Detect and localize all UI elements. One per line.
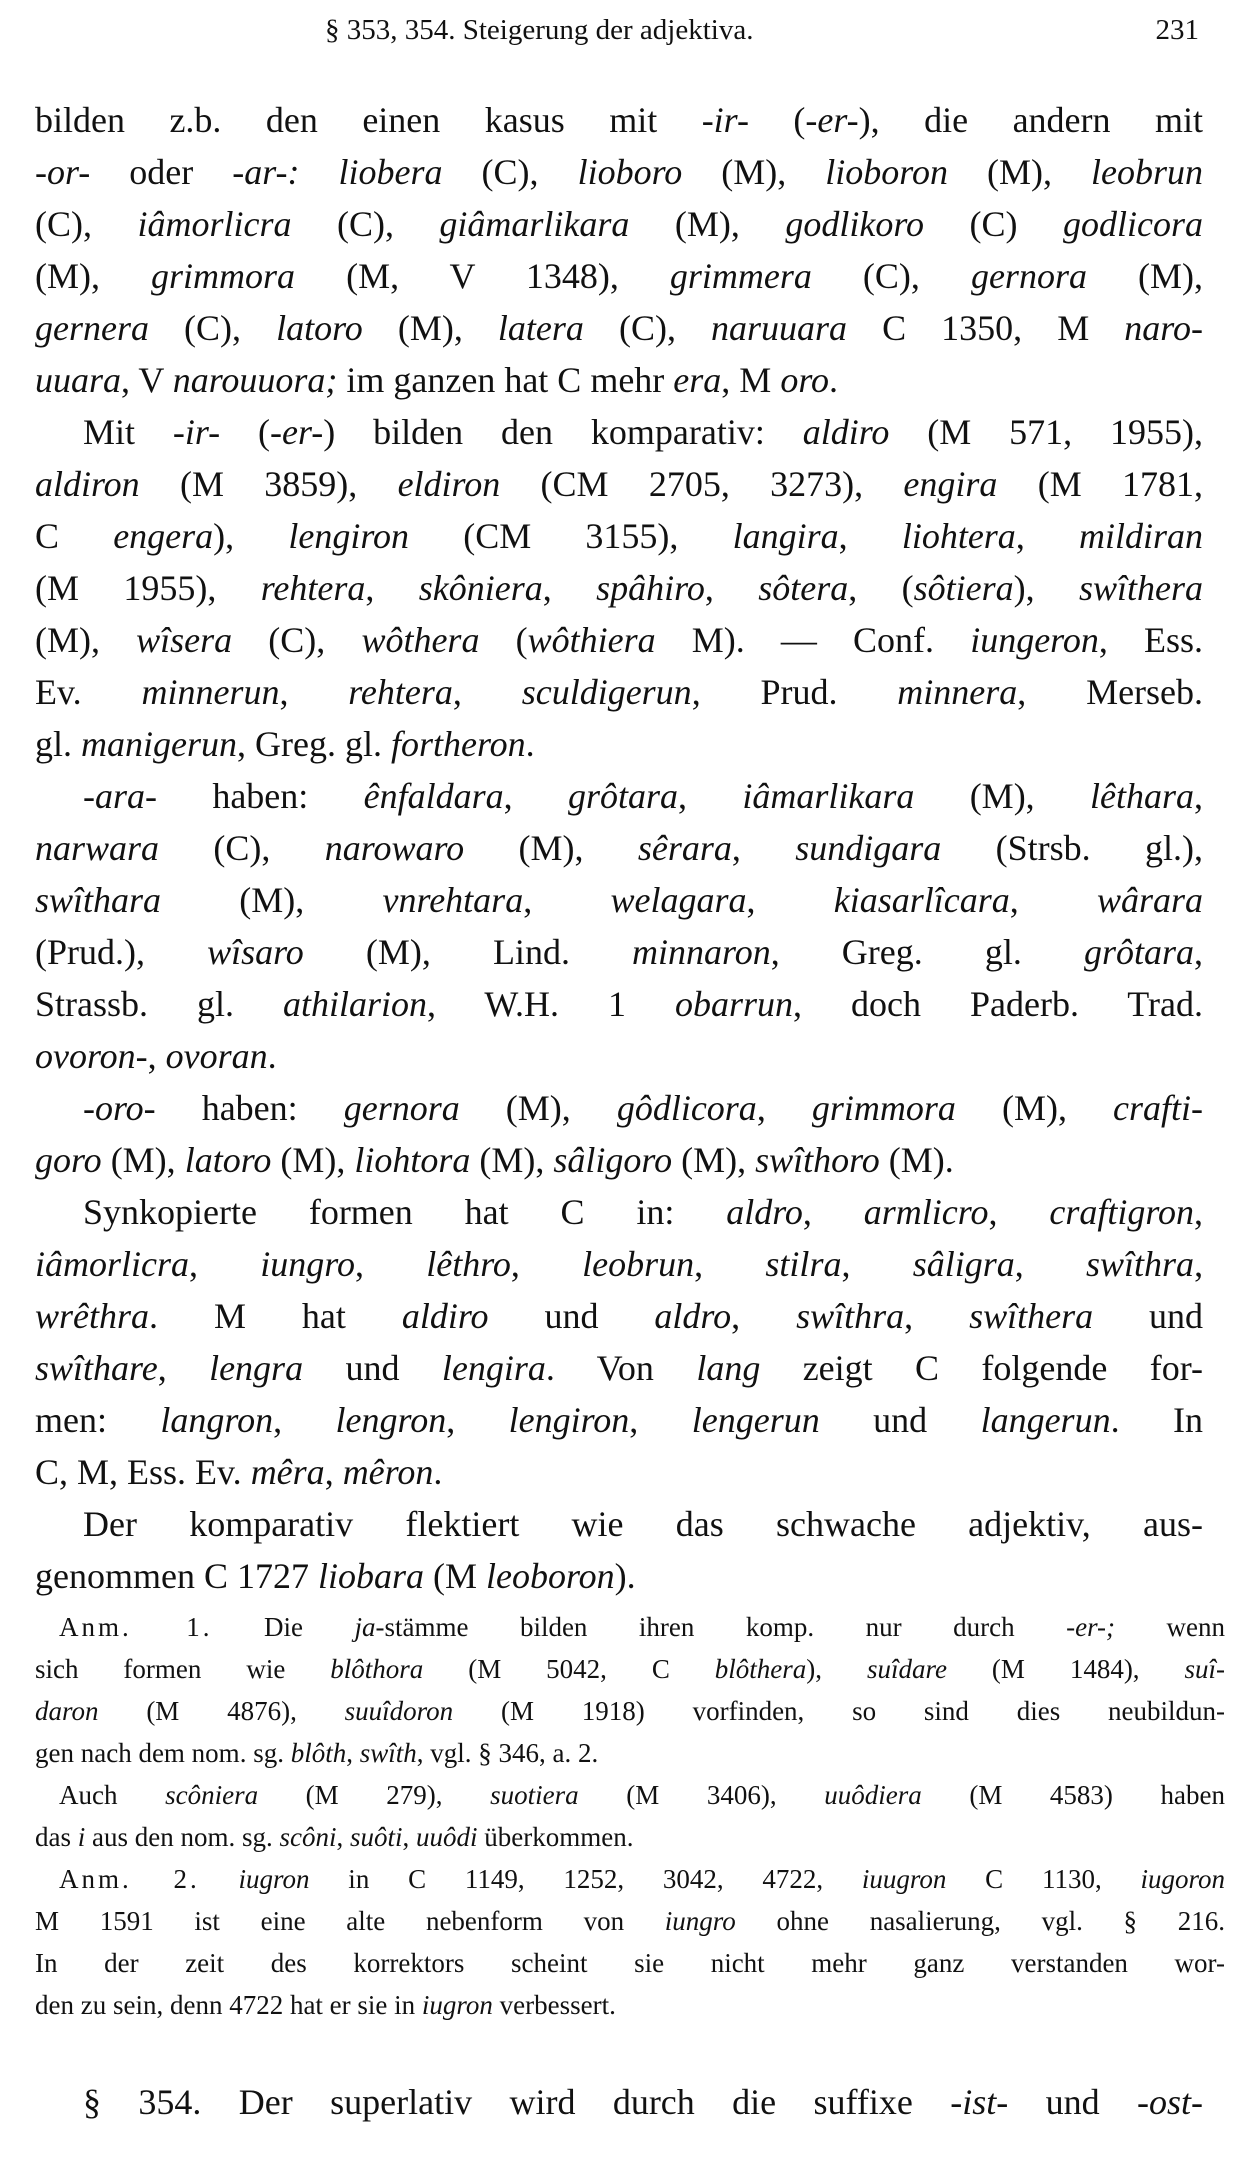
italic-term: iungro: [664, 1906, 736, 1936]
italic-term: swîthera: [969, 1296, 1094, 1336]
text-line: (M), grimmora (M, V 1348), grimmera (C), gernora (M),: [35, 256, 1203, 296]
italic-term: godlicora: [1062, 204, 1203, 244]
italic-term: iuugron: [861, 1864, 947, 1894]
text-line: Anm. 2. iugron in C 1149, 1252, 3042, 4722, iuugron C 1130, iugoron: [59, 1864, 1225, 1894]
italic-term: liobara: [317, 1556, 424, 1596]
italic-term: swîthare: [35, 1348, 158, 1388]
italic-term: gernera: [35, 308, 149, 348]
italic-term: scôni: [279, 1822, 337, 1852]
italic-term: aldiron: [35, 464, 140, 504]
italic-term: engira: [903, 464, 998, 504]
italic-term: kiasarlîcara: [833, 880, 1010, 920]
text-line: (C), iâmorlicra (C), giâmarlikara (M), godlikoro (C) godlicora: [35, 204, 1203, 244]
italic-term: blôthera: [714, 1654, 807, 1684]
italic-term: wôthiera: [527, 620, 656, 660]
italic-term: giâmarlikara: [439, 204, 630, 244]
italic-term: -ist-: [950, 2082, 1009, 2122]
text-line: goro (M), latoro (M), liohtora (M), sâligoro (M), swîthoro (M).: [35, 1140, 954, 1180]
italic-term: lengiron: [288, 516, 410, 556]
italic-term: -or-: [35, 152, 91, 192]
running-title: § 353, 354. Steigerung der adjektiva.: [325, 14, 754, 46]
italic-term: ovoron-: [35, 1036, 148, 1076]
italic-term: narowaro: [324, 828, 465, 868]
italic-term: langira: [732, 516, 839, 556]
italic-term: minnaron: [632, 932, 771, 972]
text-line: das i aus den nom. sg. scôni, suôti, uuôdi überkommen.: [35, 1822, 634, 1852]
italic-term: narwara: [35, 828, 160, 868]
italic-term: daron: [35, 1696, 99, 1726]
italic-term: latoro: [276, 308, 363, 348]
italic-term: i: [77, 1822, 86, 1852]
italic-term: suîdare: [866, 1654, 947, 1684]
italic-term: swîthra: [796, 1296, 905, 1336]
italic-term: -ara-: [83, 776, 157, 816]
italic-term: rehtera: [348, 672, 453, 712]
italic-term: gernora: [343, 1088, 460, 1128]
annotations: [35, 1606, 1225, 2026]
paragraph: [35, 1186, 1203, 1498]
italic-term: craftigron: [1049, 1192, 1195, 1232]
italic-term: era: [673, 360, 722, 400]
italic-term: -er-: [805, 100, 859, 140]
italic-term: aldro: [726, 1192, 803, 1232]
text-line: daron (M 4876), suuîdoron (M 1918) vorfinden, so sind dies neubildun-: [35, 1696, 1225, 1726]
italic-term: -ar-:: [232, 152, 300, 192]
italic-term: liobera: [338, 152, 443, 192]
italic-term: eldiron: [397, 464, 501, 504]
italic-term: rehtera: [260, 568, 366, 608]
paragraph: [35, 1082, 1203, 1186]
italic-term: grôtara: [567, 776, 678, 816]
italic-term: -ir-: [701, 100, 749, 140]
paragraph: [35, 406, 1203, 770]
italic-term: goro: [35, 1140, 102, 1180]
italic-term: leobrun: [1090, 152, 1203, 192]
italic-term: suôti: [350, 1822, 403, 1852]
italic-term: wrêthra: [35, 1296, 150, 1336]
italic-term: -ost-: [1137, 2082, 1203, 2122]
italic-term: swîthoro: [755, 1140, 880, 1180]
italic-term: iâmarlikara: [742, 776, 915, 816]
italic-term: skôniera: [418, 568, 543, 608]
paragraph: [35, 1858, 1225, 2026]
text-line: C, M, Ess. Ev. mêra, mêron.: [35, 1452, 443, 1492]
italic-term: wôthera: [361, 620, 480, 660]
italic-term: scôniera: [165, 1780, 259, 1810]
italic-term: iâmorlicra: [35, 1244, 190, 1284]
italic-term: -oro-: [83, 1088, 156, 1128]
italic-term: iugron: [238, 1864, 310, 1894]
italic-term: wârara: [1096, 880, 1203, 920]
italic-term: grôtara: [1083, 932, 1194, 972]
italic-term: iugron: [421, 1990, 493, 2020]
section-354-start: [35, 2076, 1203, 2128]
italic-term: lêthara: [1090, 776, 1195, 816]
italic-term: gernora: [970, 256, 1087, 296]
text-line: Anm. 1. Die ja-stämme bilden ihren komp. nur durch -er-; wenn: [59, 1612, 1226, 1642]
italic-term: oro: [780, 360, 829, 400]
italic-term: latera: [497, 308, 584, 348]
paragraph: [35, 94, 1203, 406]
main-text: [35, 94, 1203, 1602]
italic-term: lengra: [209, 1348, 304, 1388]
italic-term: suotiera: [490, 1780, 579, 1810]
italic-term: engera: [113, 516, 214, 556]
italic-term: iugoron: [1140, 1864, 1225, 1894]
italic-term: grimmora: [151, 256, 296, 296]
italic-term: lengiron: [508, 1400, 630, 1440]
italic-term: minnera: [897, 672, 1018, 712]
italic-term: liohtera: [901, 516, 1016, 556]
italic-term: fortheron: [390, 724, 526, 764]
text-line: bilden z.b. den einen kasus mit -ir- (-er-), die andern mit: [35, 100, 1203, 140]
text-line: wrêthra. M hat aldiro und aldro, swîthra, swîthera und: [35, 1296, 1204, 1336]
italic-term: ovoran: [165, 1036, 268, 1076]
italic-term: sculdigerun: [521, 672, 692, 712]
italic-term: lang: [696, 1348, 761, 1388]
text-line: swîthare, lengra und lengira. Von lang zeigt C folgende for-: [35, 1348, 1204, 1388]
italic-term: latoro: [184, 1140, 272, 1180]
paragraph: [35, 770, 1203, 1082]
text-line: § 354. Der superlativ wird durch die suffixe -ist- und -ost-: [83, 2082, 1203, 2122]
italic-term: sundigara: [795, 828, 942, 868]
text-line: (Prud.), wîsaro (M), Lind. minnaron, Greg. gl. grôtara,: [35, 932, 1203, 972]
text-line: -ara- haben: ênfaldara, grôtara, iâmarlikara (M), lêthara,: [83, 776, 1204, 816]
italic-term: wîsaro: [207, 932, 304, 972]
italic-term: uuôdi: [416, 1822, 478, 1852]
text-line: aldiron (M 3859), eldiron (CM 2705, 3273), engira (M 1781,: [35, 464, 1203, 504]
italic-term: swîth: [359, 1738, 417, 1768]
italic-term: swîthara: [35, 880, 162, 920]
italic-term: langron: [160, 1400, 274, 1440]
text-line: gernera (C), latoro (M), latera (C), naruuara C 1350, M naro-: [35, 308, 1203, 348]
note-label: Anm. 2.: [59, 1864, 200, 1894]
italic-term: sâligra: [912, 1244, 1015, 1284]
text-line: genommen C 1727 liobara (M leoboron).: [35, 1556, 636, 1596]
italic-term: iungro: [260, 1244, 355, 1284]
italic-term: blôthora: [330, 1654, 424, 1684]
italic-term: stilra: [765, 1244, 842, 1284]
italic-term: mildiran: [1079, 516, 1204, 556]
text-line: gen nach dem nom. sg. blôth, swîth, vgl. § 346, a. 2.: [35, 1738, 599, 1768]
text-line: (M), wîsera (C), wôthera (wôthiera M). — Conf. iungeron, Ess.: [35, 620, 1203, 660]
italic-term: aldiro: [802, 412, 890, 452]
italic-term: swîthra: [1086, 1244, 1195, 1284]
italic-term: mêron: [342, 1452, 434, 1492]
text-line: -oro- haben: gernora (M), gôdlicora, grimmora (M), crafti-: [83, 1088, 1203, 1128]
page-number: 231: [1155, 14, 1199, 46]
italic-term: manigerun: [81, 724, 238, 764]
italic-term: grimmera: [669, 256, 812, 296]
italic-term: swîthera: [1079, 568, 1204, 608]
italic-term: aldro: [654, 1296, 732, 1336]
italic-term: gôdlicora: [616, 1088, 757, 1128]
text-line: M 1591 ist eine alte nebenform von iungro ohne nasalierung, vgl. § 216.: [35, 1906, 1225, 1936]
italic-term: sêrara: [637, 828, 732, 868]
italic-term: athilarion: [282, 984, 428, 1024]
running-header: [0, 10, 1247, 50]
italic-term: iâmorlicra: [137, 204, 292, 244]
italic-term: leobrun: [582, 1244, 695, 1284]
text-line: Ev. minnerun, rehtera, sculdigerun, Prud. minnera, Merseb.: [35, 672, 1204, 712]
italic-term: sôtiera: [913, 568, 1014, 608]
italic-term: welagara: [610, 880, 747, 920]
text-line: Synkopierte formen hat C in: aldro, armlicro, craftigron,: [83, 1192, 1204, 1232]
italic-term: langerun: [980, 1400, 1111, 1440]
italic-term: aldiro: [401, 1296, 489, 1336]
italic-term: -er-: [270, 412, 324, 452]
italic-term: uuôdiera: [824, 1780, 922, 1810]
italic-term: ja: [354, 1612, 376, 1642]
text-line: -or- oder -ar-: liobera (C), lioboro (M), lioboron (M), leobrun: [35, 152, 1203, 192]
italic-term: mêra: [250, 1452, 325, 1492]
text-line: ovoron-, ovoran.: [35, 1036, 277, 1076]
italic-term: spâhiro: [596, 568, 705, 608]
italic-term: obarrun: [675, 984, 794, 1024]
text-line: narwara (C), narowaro (M), sêrara, sundigara (Strsb. gl.),: [35, 828, 1203, 868]
italic-term: godlikoro: [785, 204, 925, 244]
italic-term: iungeron: [970, 620, 1099, 660]
text-line: (M 1955), rehtera, skôniera, spâhiro, sôtera, (sôtiera), swîthera: [35, 568, 1204, 608]
text-line: Auch scôniera (M 279), suotiera (M 3406), uuôdiera (M 4583) haben: [59, 1780, 1225, 1810]
italic-term: suî-: [1184, 1654, 1225, 1684]
text-line: den zu sein, denn 4722 hat er sie in iugron verbessert.: [35, 1990, 616, 2020]
italic-term: sâligoro: [553, 1140, 673, 1180]
italic-term: vnrehtara: [382, 880, 524, 920]
italic-term: narouuora;: [172, 360, 338, 400]
paragraph: [35, 1498, 1203, 1602]
italic-term: blôth: [290, 1738, 347, 1768]
italic-term: lengerun: [691, 1400, 820, 1440]
italic-term: lêthro: [426, 1244, 511, 1284]
text-line: In der zeit des korrektors scheint sie nicht mehr ganz verstanden wor-: [35, 1948, 1225, 1978]
italic-term: ênfaldara: [363, 776, 504, 816]
text-line: Strassb. gl. athilarion, W.H. 1 obarrun, doch Paderb. Trad.: [35, 984, 1203, 1024]
paragraph: [35, 1606, 1225, 1774]
italic-term: lioboron: [825, 152, 948, 192]
text-line: men: langron, lengron, lengiron, lengerun und langerun. In: [35, 1400, 1204, 1440]
italic-term: crafti-: [1113, 1088, 1203, 1128]
text-line: sich formen wie blôthora (M 5042, C blôthera), suîdare (M 1484), suî-: [35, 1654, 1225, 1684]
italic-term: lioboro: [577, 152, 683, 192]
italic-term: armlicro: [863, 1192, 989, 1232]
italic-term: naro-: [1124, 308, 1203, 348]
text-line: Der komparativ flektiert wie das schwache adjektiv, aus-: [83, 1504, 1203, 1544]
italic-term: lengron: [335, 1400, 447, 1440]
note-label: Anm. 1.: [59, 1612, 213, 1642]
italic-term: naruuara: [711, 308, 848, 348]
text-line: C engera), lengiron (CM 3155), langira, liohtera, mildiran: [35, 516, 1204, 556]
paragraph: [35, 2076, 1203, 2128]
italic-term: sôtera: [758, 568, 849, 608]
paragraph: [35, 1774, 1225, 1858]
italic-term: liohtora: [354, 1140, 471, 1180]
italic-term: uuara: [35, 360, 122, 400]
italic-term: minnerun: [141, 672, 280, 712]
italic-term: wîsera: [136, 620, 233, 660]
italic-term: suuîdoron: [344, 1696, 454, 1726]
italic-term: leoboron: [486, 1556, 615, 1596]
text-line: uuara, V narouuora; im ganzen hat C mehr era, M oro.: [35, 360, 838, 400]
text-line: Mit -ir- (-er-) bilden den komparativ: aldiro (M 571, 1955),: [83, 412, 1203, 452]
text-line: swîthara (M), vnrehtara, welagara, kiasarlîcara, wârara: [35, 880, 1203, 920]
italic-term: lengira: [441, 1348, 546, 1388]
text-line: iâmorlicra, iungro, lêthro, leobrun, stilra, sâligra, swîthra,: [35, 1244, 1204, 1284]
italic-term: -er-;: [1066, 1612, 1116, 1642]
text-line: gl. manigerun, Greg. gl. fortheron.: [35, 724, 535, 764]
italic-term: -ir-: [172, 412, 221, 452]
italic-term: grimmora: [811, 1088, 956, 1128]
